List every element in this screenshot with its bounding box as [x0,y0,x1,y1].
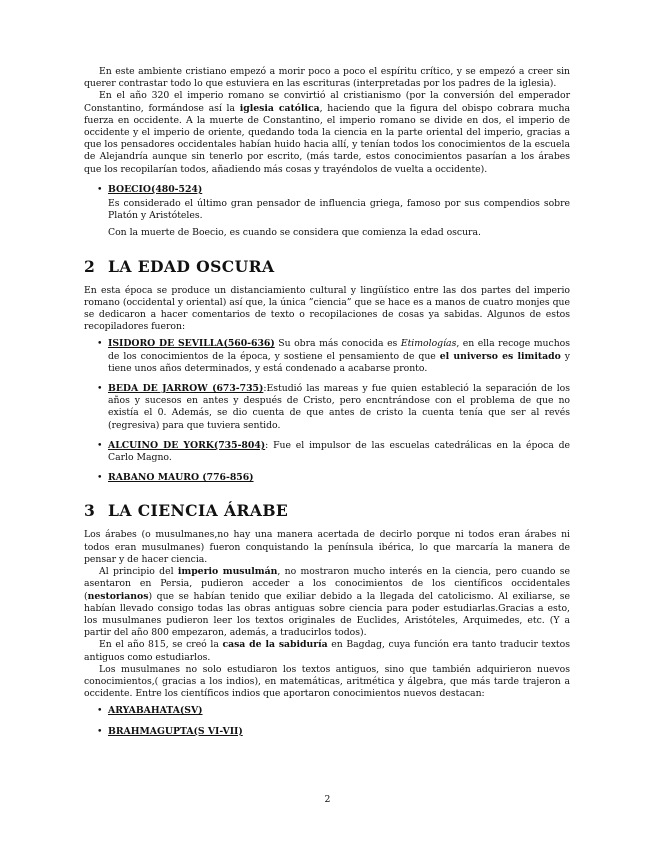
text-run: y tiene unos años determinados, y está condenado a acabarse pronto. [108,350,571,374]
list-item [108,705,570,717]
bold-term: nestorianos [87,590,149,602]
list-item [108,726,570,738]
bold-term: el universo es limitado [439,350,561,362]
page-number: 2 [324,794,331,805]
item-name: ALCUINO DE YORK(735-804) [108,439,266,451]
list-item [108,383,570,432]
paragraph: Con la muerte de Boecio, es cuando se considera que comienza la edad oscura. [108,227,481,239]
paragraph-section2-intro: En esta época se produce un distanciamiento cultural y lingüístico entre las dos partes del imperio romano (occidental y oriental) así que, la única ”ciencia” que se hace es a manos de cuatro monjes que se dedicaron a hacer comentarios de texto o recopilaciones de cosas ya sabidas. Algunos de estos recopiladores fueron: [84,284,570,333]
item-name: BOECIO(480-524) [108,183,203,195]
item-body [108,198,570,240]
italic-term: Etimologías [400,338,457,350]
list-cientificos [84,705,570,737]
text-run: en Bagdag, cuya función era tanto traducir textos antiguos como estudiarlos. [84,639,570,663]
item-name: RABANO MAURO (776-856) [108,472,254,484]
section-number: 2 [84,256,96,276]
list-item [108,184,570,240]
text-run: Al principio del [99,566,178,578]
item-name: ISIDORO DE SEVILLA(560-636) [108,338,275,350]
text-run: : Fue el impulsor de las escuelas catedrálicas en la época de Carlo Magno. [108,439,571,464]
list-recopiladores [84,338,570,484]
bold-term: iglesia católica [239,102,320,114]
section-heading [84,502,570,520]
paragraph-intro-2 [84,90,570,175]
section-title: LA CIENCIA ÁRABE [108,501,289,521]
list-boecio [84,184,570,240]
list-item [108,472,570,484]
paragraph: Es considerado el último gran pensador de influencia griega, famoso por sus compendios sobre Platón y Aristóteles. [108,198,570,222]
text-run: , en ella recoge muchos de los conocimientos de la época, y sostiene el pensamiento de que [108,338,571,362]
text-run: , haciendo que la figura del obispo cobrara mucha fuerza en occidente. A la muerte de Constantino, el imperio romano se divide en dos, el imperio de occidente y el imperio de oriente, quedando toda la ciencia en la parte oriental del imperio, gracias a que los pensadores occidentales habían huido hacia allí, y tenían todos los conocimientos de la escuela de Alejandría aunque sin tenerlo por escrito, (más tarde, estos conocimientos pasarían a los árabes que los recopilarían todos, añadiendo más cosas y trayéndolos de vuelta a occidente). [84,102,570,175]
text-run: En el año 320 el imperio romano se convirtió al cristianismo (por la conversión del emperador Constantino, formándose así la [84,90,570,114]
list-item [108,440,570,464]
item-name: ARYABAHATA(SV) [108,705,203,717]
paragraph-section3-3 [84,639,570,663]
text-run: ) que se habían tenido que exiliar debido a la llegada del catolicismo. Al exiliarse, se habían llevado consigo todas las obras antiguas sobre ciencia para poder estudiarlas.Gracias a esto, los musulmanes pudieron leer los textos originales de Euclides, Aristóteles, Arquimedes, etc. (Y a partir del año 800 empezaron, además, a traducirlos todos). [84,590,570,639]
section-heading [84,258,570,276]
paragraph-section3-1: Los árabes (o musulmanes,no hay una manera acertada de decirlo porque ni todos eran árabes ni todos eran musulmanes) fueron conquistando la península ibérica, lo que marcaría la manera de pensar y de hacer ciencia. [84,529,570,565]
section-number: 3 [84,501,96,521]
bold-term: imperio musulmán [177,566,278,578]
bold-term: casa de la sabiduría [222,639,328,651]
item-name: BEDA DE JARROW (673-735) [108,383,264,395]
text-run: Su obra más conocida es [274,338,401,350]
paragraph-intro-1: En este ambiente cristiano empezó a morir poco a poco el espíritu crítico, y se empezó a creer sin querer contrastar todo lo que estuviera en las escrituras (interpretadas por los padres de la iglesia). [84,66,570,90]
list-item [108,338,570,375]
text-run: En el año 815, se creó la [99,639,223,651]
text-run: :Estudió las mareas y fue quien estableció la separación de los años y sucesos en antes y después de Cristo, pero encntrándose con el problema de que no existía el 0. Además, se dio cuenta de que antes de cristo la cuenta tenía que ser al revés (regresiva) para que tuviera sentido. [108,383,570,431]
text-run: , no mostraron mucho interés en la ciencia, pero cuando se asentaron en Persia, pudieron acceder a los conocimientos de los científicos occidentales ( [84,566,571,602]
paragraph-section3-2 [84,566,570,639]
paragraph-section3-4: Los musulmanes no solo estudiaron los textos antiguos, sino que también adquirieron nuevos conocimientos,( gracias a los indios), en matemáticas, aritmética y álgebra, que más tarde trajeron a occidente. Entre los científicos indios que aportaron conocimientos nuevos destacan: [84,663,570,700]
document-page [84,66,570,746]
item-name: BRAHMAGUPTA(S VI-VII) [108,725,243,737]
section-title: LA EDAD OSCURA [108,256,275,276]
